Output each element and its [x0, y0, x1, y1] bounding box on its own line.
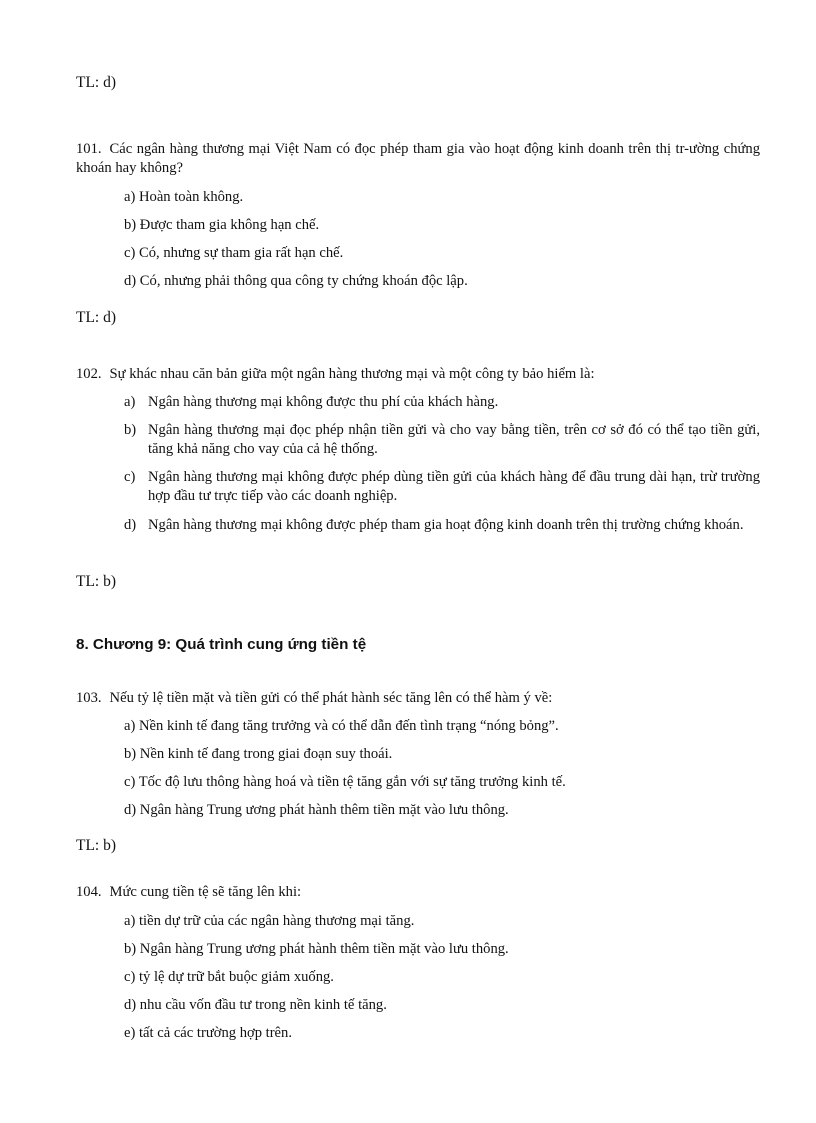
option-102-b — [124, 421, 760, 459]
option-103-c: c) Tốc độ lưu thông hàng hoá và tiền tệ tăng gắn với sự tăng trưởng kinh tế. — [124, 774, 566, 790]
question-102 — [76, 365, 760, 384]
option-104-a: a) tiền dự trữ của các ngân hàng thương mại tăng. — [124, 913, 415, 929]
question-104 — [76, 883, 760, 902]
question-number: 101. — [76, 141, 102, 157]
option-101-a: a) Hoàn toàn không. — [124, 189, 244, 205]
option-104-c: c) tỷ lệ dự trữ bắt buộc giảm xuống. — [124, 969, 334, 985]
option-104-e: e) tất cả các trường hợp trên. — [124, 1025, 292, 1041]
question-text: Sự khác nhau căn bản giữa một ngân hàng thương mại và một công ty bảo hiểm là: — [109, 366, 595, 382]
option-101-c: c) Có, nhưng sự tham gia rất hạn chế. — [124, 245, 344, 261]
option-text: Ngân hàng thương mại không được phép tham gia hoạt động kinh doanh trên thị trường chứng khoán. — [148, 517, 744, 533]
question-101 — [76, 140, 760, 178]
option-101-b: b) Được tham gia không hạn chế. — [124, 217, 320, 233]
option-103-d: d) Ngân hàng Trung ương phát hành thêm tiền mặt vào lưu thông. — [124, 802, 509, 818]
option-letter: c) — [124, 469, 136, 485]
option-104-d: d) nhu cầu vốn đầu tư trong nền kinh tế tăng. — [124, 997, 387, 1013]
option-104-b: b) Ngân hàng Trung ương phát hành thêm tiền mặt vào lưu thông. — [124, 941, 509, 957]
option-letter: b) — [124, 422, 137, 438]
option-letter: a) — [124, 394, 136, 410]
question-text: Nếu tỷ lệ tiền mặt và tiền gửi có thể phát hành séc tăng lên có thể hàm ý về: — [109, 690, 553, 706]
question-text: Các ngân hàng thương mại Việt Nam có đọc phép tham gia vào hoạt động kinh doanh trên thị tr-ường chứng khoán hay không? — [76, 141, 760, 176]
option-text: Ngân hàng thương mại không được thu phí của khách hàng. — [148, 394, 499, 410]
option-letter: d) — [124, 517, 137, 533]
option-text: Ngân hàng thương mại đọc phép nhận tiền gửi và cho vay bằng tiền, trên cơ sở đó có thể tạo tiền gửi, tăng khả năng cho vay của cả hệ thống. — [148, 422, 760, 457]
question-text: Mức cung tiền tệ sẽ tăng lên khi: — [109, 884, 302, 900]
answer-line-q100: TL: d) — [76, 74, 117, 91]
option-102-d — [124, 516, 760, 535]
option-102-c — [124, 468, 760, 506]
question-103 — [76, 689, 760, 708]
question-number: 104. — [76, 884, 102, 900]
option-101-d: d) Có, nhưng phải thông qua công ty chứng khoán độc lập. — [124, 273, 468, 289]
answer-line-q102: TL: b) — [76, 573, 117, 590]
answer-line-q103: TL: b) — [76, 837, 117, 854]
option-103-b: b) Nền kinh tế đang trong giai đoạn suy thoái. — [124, 746, 393, 762]
question-number: 102. — [76, 366, 102, 382]
option-102-a — [124, 393, 760, 412]
option-text: Ngân hàng thương mại không được phép dùng tiền gửi của khách hàng để đầu trung dài hạn, trừ trường hợp đầu tư trực tiếp vào các doanh nghiệp. — [148, 469, 760, 504]
option-103-a: a) Nền kinh tế đang tăng trưởng và có thể dẫn đến tình trạng “nóng bỏng”. — [124, 718, 559, 734]
answer-line-q101: TL: d) — [76, 309, 117, 326]
chapter-heading: 8. Chương 9: Quá trình cung ứng tiền tệ — [76, 636, 367, 653]
question-number: 103. — [76, 690, 102, 706]
